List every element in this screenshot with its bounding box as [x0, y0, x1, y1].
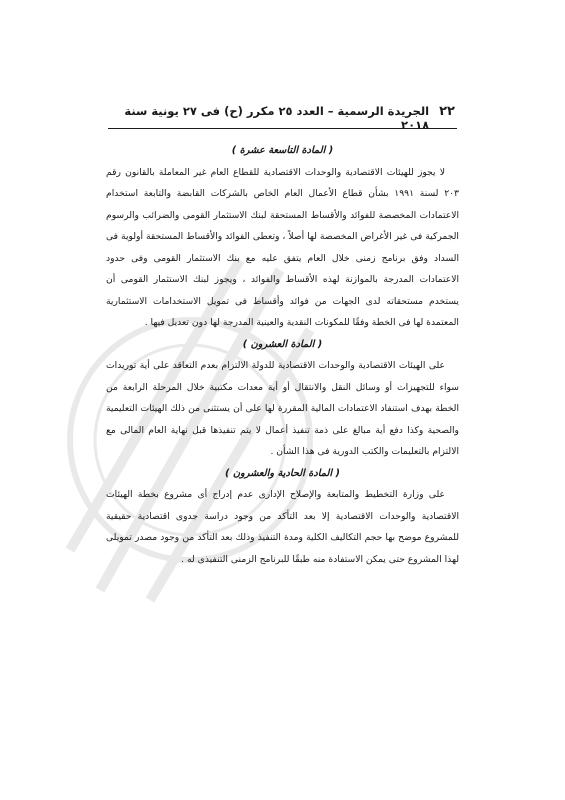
article-20	[106, 334, 459, 463]
article-21	[106, 463, 459, 571]
article-heading: ( المادة التاسعة عشرة )	[231, 145, 334, 156]
page-number: ٢٢	[439, 104, 455, 119]
gazette-title: الجريدة الرسمية – العدد ٢٥ مكرر (ح) فى ٢٧ يونية سنة ٢٠١٨	[124, 104, 430, 132]
header-divider	[108, 128, 457, 129]
article-text: لا يجوز للهيئات الاقتصادية والوحدات الاقتصادية للقطاع العام غير المعاملة بالقانون رقم ٢٠٣ لسنة ١٩٩١ بشأن قطاع الأعمال العام الخاص بالشركات القابضة والتابعة استخدام الاعتمادات المخصصة للفوائد والأقساط المستحقة لبنك الاستثمار القومى والضرائب والرسوم الجمركية فى غير الأغراض المخصصة لها أصلاً ، وتعطى الفوائد والأقساط المستحقة أولوية فى السداد وفق برنامج زمنى خلال العام يتفق عليه مع بنك الاستثمار القومى وفى حدود الاعتمادات المدرجة بالموازنة لهذه الأقساط والفوائد ، ويجوز لبنك الاستثمار القومى أن يستخدم مستحقاته لدى الجهات من فوائد وأقساط فى تمويل الاستخدامات الاستثمارية المعتمدة لها فى الخطة وفقًا للمكونات النقدية والعينية المدرجة لها دون تعديل فيها .	[106, 166, 459, 328]
article-text: على وزارة التخطيط والمتابعة والإصلاح الإدارى عدم إدراج أى مشروع بخطة الهيئات الاقتصادية والوحدات الاقتصادية إلا بعد التأكد من وجود دراسة جدوى اقتصادية حقيقية للمشروع موضح بها حجم التكاليف الكلية ومدة التنفيذ وذلك بعد التأكد من وجود مصدر تمويلى لهذا المشروع حتى يمكن الاستفادة منه طبقًا للبرنامج الزمنى التنفيذى له .	[106, 489, 459, 565]
article-heading: ( المادة الحادية والعشرون )	[224, 467, 341, 479]
article-text: على الهيئات الاقتصادية والوحدات الاقتصادية للدولة الالتزام بعدم التعاقد على أية توريدات سواء للتجهيزات أو وسائل النقل والانتقال أو أية معدات مكتبية خلال المرحلة الرابعة من الخطة بهدف استنفاد الاعتمادات المالية المقررة لها على أن يستثنى من ذلك الهيئات التعليمية والصحية وكذا دفع أية مبالغ على ذمة تنفيذ أعمال لا يتم تنفيذها قبل نهاية العام المالى مع الالتزام بالتعليمات والكتب الدورية فى هذا الشأن .	[106, 360, 459, 457]
article-heading: ( المادة العشرون )	[242, 338, 323, 350]
article-19	[106, 140, 459, 334]
document-body	[106, 140, 459, 570]
